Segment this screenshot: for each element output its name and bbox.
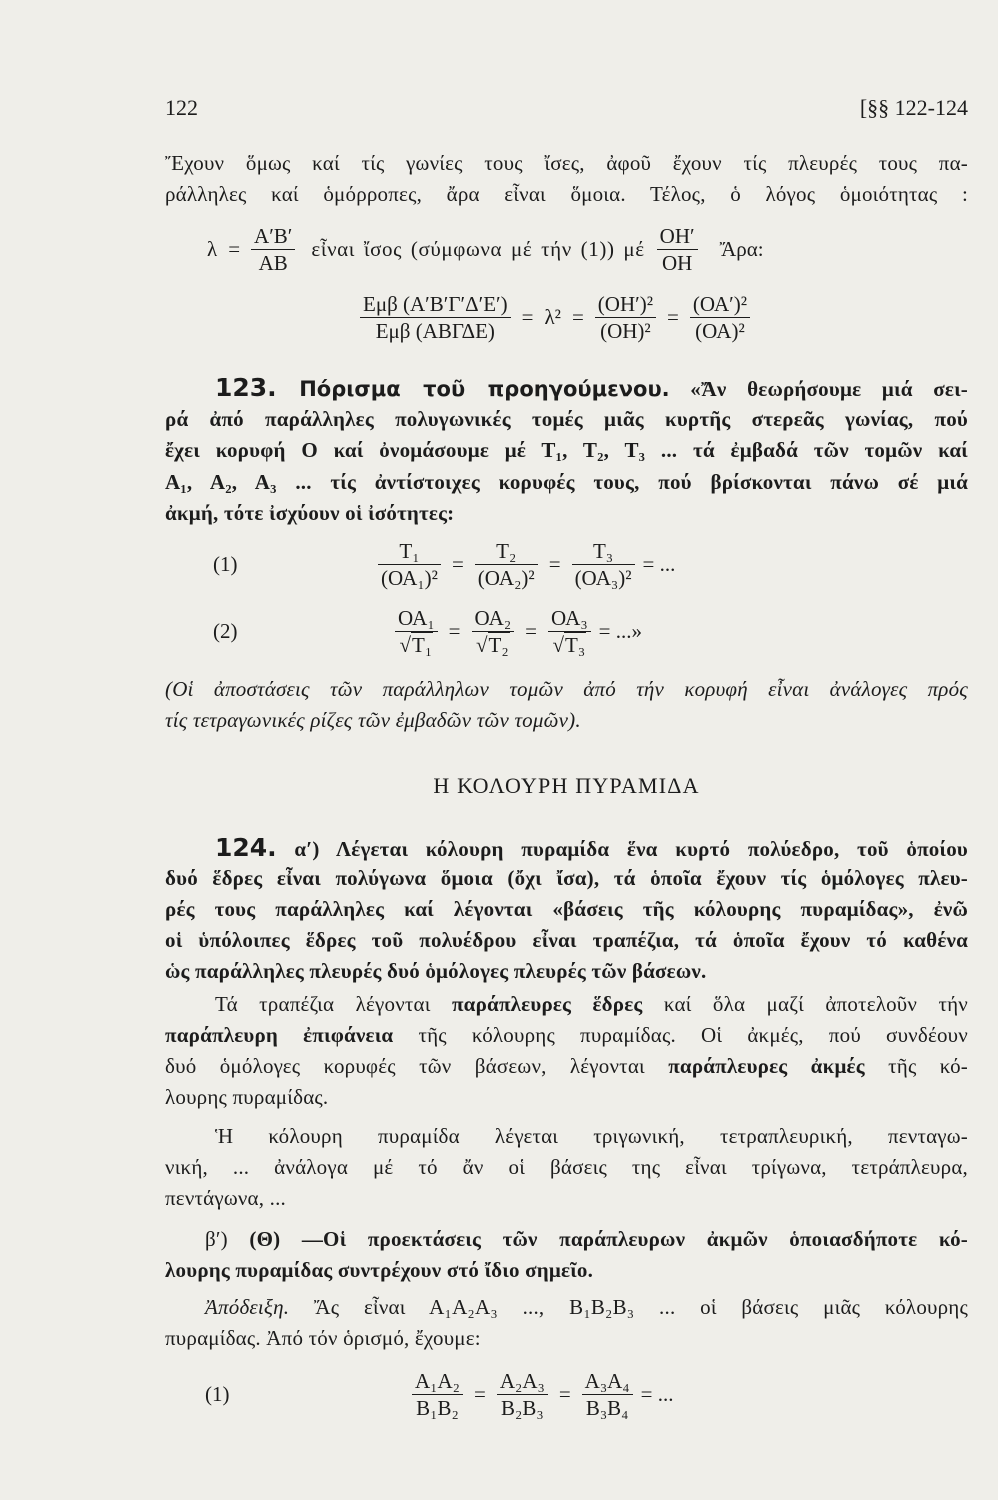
page-header bbox=[165, 93, 968, 123]
fraction-numerator: Εμβ (Α′Β′Γ′Δ′Ε′) bbox=[363, 292, 508, 316]
text-line: Ἡ κόλουρη πυραμίδα λέγεται τριγωνική, τετραπλευρική, πενταγω- bbox=[215, 1124, 968, 1148]
fraction-denominator: ΑΒ bbox=[251, 249, 295, 276]
text-segment: «Ἄν θεωρήσουμε μιά σει- bbox=[669, 377, 968, 401]
section-123-note bbox=[165, 674, 968, 736]
text-line: τίς τετραγωνικές ρίζες τῶν ἐμβαδῶν τῶν τομῶν). bbox=[165, 708, 581, 732]
equation-label: (1) bbox=[213, 552, 238, 576]
section-124-first-line bbox=[165, 832, 968, 863]
fraction bbox=[395, 605, 438, 658]
classification-paragraph bbox=[165, 1121, 968, 1214]
fraction bbox=[497, 1368, 548, 1421]
fraction bbox=[690, 291, 750, 344]
text-line: λουρης πυραμίδας συντρέχουν στό ἴδιο σημεῖο. bbox=[165, 1258, 594, 1282]
fraction-numerator: Α₂Α₃ bbox=[499, 1369, 545, 1393]
theorem-paragraph bbox=[165, 1224, 968, 1286]
text-line: πυραμίδας. Ἀπό τόν ὁρισμό, ἔχουμε: bbox=[165, 1326, 481, 1350]
radicand: Τ₂ bbox=[488, 633, 509, 657]
text-line: ράλληλες καί ὁμόρροπες, ἄρα εἶναι ὅμοια. Τέλος, ὁ λόγος ὁμοιότητας : bbox=[165, 182, 968, 206]
fraction-denominator: (ΟΑ₁)² bbox=[378, 564, 441, 591]
equals-sign: = bbox=[451, 552, 464, 576]
similarity-ratio-formula bbox=[207, 223, 764, 276]
fraction bbox=[582, 1368, 633, 1421]
section-number: 123. bbox=[215, 373, 277, 402]
fraction bbox=[412, 1368, 463, 1421]
fraction-denominator: ΟΗ bbox=[657, 249, 698, 276]
page-number: 122 bbox=[165, 95, 198, 120]
lateral-faces-paragraph bbox=[165, 989, 968, 1113]
equals-sign: = bbox=[525, 619, 537, 643]
fraction-numerator: Τ₁ bbox=[399, 539, 420, 563]
text-line bbox=[165, 1020, 968, 1051]
formula-conclusion: Ἄρα: bbox=[719, 237, 764, 261]
square-root-sign: √ bbox=[552, 633, 565, 657]
text-line bbox=[165, 1051, 968, 1082]
fraction-denominator: Β₁Β₂ bbox=[412, 1394, 463, 1421]
square-root-sign: √ bbox=[399, 633, 412, 657]
square-root-sign: √ bbox=[475, 633, 488, 657]
fraction-denominator bbox=[472, 631, 515, 658]
term-lateral-surface: παράπλευρη ἐπιφάνεια bbox=[165, 1023, 394, 1047]
fraction bbox=[251, 223, 295, 276]
fraction bbox=[657, 223, 698, 276]
chapter-heading: Η ΚΟΛΟΥΡΗ ΠΥΡΑΜΙΔΑ bbox=[433, 773, 700, 798]
fraction-numerator: ΟΑ₃ bbox=[551, 606, 588, 630]
text-line: οἱ ὑπόλοιπες ἕδρες τοῦ πολυέδρου εἶναι τραπέζια, τά ὁποῖα ἔχουν τό καθένα bbox=[165, 928, 968, 952]
fraction-denominator: Β₃Β₄ bbox=[582, 1394, 633, 1421]
fraction-denominator: (ΟΑ₂)² bbox=[475, 564, 538, 591]
text-line: λουρης πυραμίδας. bbox=[165, 1085, 329, 1109]
radicand: Τ₁ bbox=[412, 633, 433, 657]
proof-label: Ἀπόδειξη. bbox=[205, 1295, 290, 1319]
text-line: Ἔχουν ὅμως καί τίς γωνίες τους ἴσες, ἀφοῦ ἔχουν τίς πλευρές τους πα- bbox=[165, 151, 968, 175]
fraction-denominator: Β₂Β₃ bbox=[497, 1394, 548, 1421]
text-line bbox=[165, 1292, 968, 1323]
lambda-squared: λ² bbox=[544, 305, 561, 329]
text-line: (Οἱ ἀποστάσεις τῶν παράλληλων τομῶν ἀπό τήν κορυφή εἶναι ἀνάλογες πρός bbox=[165, 677, 968, 701]
text-line bbox=[165, 1224, 968, 1255]
text-segment: Τά τραπέζια λέγονται bbox=[215, 992, 452, 1016]
fraction-numerator: Τ₂ bbox=[496, 539, 517, 563]
section-number: 124. bbox=[215, 833, 277, 862]
fraction-denominator: (ΟΑ)² bbox=[690, 317, 750, 344]
equals-sign: = bbox=[571, 305, 584, 329]
equation-tail: = ...» bbox=[598, 619, 642, 643]
text-segment: Ἄς εἶναι Α₁Α₂Α₃ ..., Β₁Β₂Β₃ ... οἱ βάσεις μιᾶς κόλουρης bbox=[289, 1295, 968, 1319]
equation-tail: = ... bbox=[642, 552, 676, 576]
text-line: ρές τους παράλληλες καί λέγονται «βάσεις τῆς κόλουρης πυραμίδας», ἐνῶ bbox=[165, 897, 968, 921]
theorem-label: β′) bbox=[205, 1227, 250, 1251]
fraction-numerator: (ΟΑ′)² bbox=[692, 292, 748, 316]
section-range: [§§ 122-124 bbox=[859, 95, 968, 120]
section-123-first-line bbox=[165, 372, 968, 404]
text-line: ἀκμή, τότε ἰσχύουν οἱ ἰσότητες: bbox=[165, 501, 455, 525]
fraction-numerator: Τ₃ bbox=[592, 539, 614, 563]
equation-1 bbox=[213, 538, 675, 591]
equals-sign: = bbox=[448, 619, 461, 643]
intro-paragraph bbox=[165, 148, 968, 210]
fraction-numerator: ΟΑ₂ bbox=[474, 606, 512, 630]
equation-tail: = ... bbox=[640, 1382, 674, 1406]
text-line bbox=[165, 989, 968, 1020]
section-title: Πόρισμα τοῦ προηγούμενου. bbox=[276, 377, 670, 401]
equation-label: (1) bbox=[205, 1382, 230, 1406]
equals-sign: = bbox=[521, 305, 534, 329]
equation-label: (2) bbox=[213, 619, 238, 643]
fraction-denominator bbox=[395, 631, 438, 658]
text-line: ἔχει κορυφή Ο καί ὀνομάσουμε μέ Τ₁, Τ₂, Τ₃ ... τά ἐμβαδά τῶν τομῶν καί bbox=[165, 438, 968, 462]
proof-paragraph bbox=[165, 1292, 968, 1354]
fraction bbox=[472, 605, 515, 658]
text-segment: καί ὅλα μαζί ἀποτελοῦν τήν bbox=[642, 992, 968, 1016]
lambda-symbol: λ bbox=[207, 237, 218, 261]
fraction-denominator: (ΟΑ₃)² bbox=[572, 564, 635, 591]
proof-equation-1 bbox=[205, 1368, 673, 1421]
fraction-denominator: Εμβ (ΑΒΓΔΕ) bbox=[360, 317, 511, 344]
fraction-denominator: (ΟΗ)² bbox=[595, 317, 656, 344]
equals-sign: = bbox=[228, 237, 241, 261]
fraction-numerator: ΟΗ′ bbox=[659, 224, 695, 248]
text-segment: (Θ) —Οἱ προεκτάσεις τῶν παράπλευρων ἀκμῶν ὁποιασδήποτε κό- bbox=[249, 1227, 968, 1251]
text-segment: α′) Λέγεται κόλουρη πυραμίδα ἕνα κυρτό πολύεδρο, τοῦ ὁποίου bbox=[276, 837, 968, 861]
fraction bbox=[475, 538, 538, 591]
area-ratio-formula bbox=[360, 291, 750, 344]
equals-sign: = bbox=[548, 552, 561, 576]
text-line: Α₁, Α₂, Α₃ ... τίς ἀντίστοιχες κορυφές τους, πού βρίσκονται πάνω σέ μιά bbox=[165, 469, 968, 494]
text-line: δυό ἕδρες εἶναι πολύγωνα ὅμοια (ὄχι ἴσα), τά ὁποῖα ἔχουν τίς ὁμόλογες πλευ- bbox=[165, 866, 968, 890]
term-lateral-faces: παράπλευρες ἕδρες bbox=[451, 992, 643, 1016]
text-segment: τῆς κόλουρης πυραμίδας. Οἱ ἀκμές, πού συνδέουν bbox=[393, 1023, 968, 1047]
text-line: ὡς παράλληλες πλευρές δυό ὁμόλογες πλευρές τῶν βάσεων. bbox=[165, 959, 707, 983]
fraction-numerator: ΟΑ₁ bbox=[398, 606, 435, 630]
radicand: Τ₃ bbox=[565, 633, 586, 657]
fraction bbox=[595, 291, 656, 344]
equation-2 bbox=[213, 605, 642, 658]
section-124-definition bbox=[165, 832, 968, 987]
fraction bbox=[548, 605, 591, 658]
formula-text: εἶναι ἴσος (σύμφωνα μέ τήν (1)) μέ bbox=[311, 237, 645, 261]
fraction bbox=[378, 538, 441, 591]
fraction bbox=[360, 291, 511, 344]
text-line: νική, ... ἀνάλογα μέ τό ἄν οἱ βάσεις της εἶναι τρίγωνα, τετράπλευρα, bbox=[165, 1155, 968, 1179]
text-line: πεντάγωνα, ... bbox=[165, 1186, 287, 1210]
equals-sign: = bbox=[667, 305, 679, 329]
text-segment: τῆς κό- bbox=[864, 1054, 968, 1078]
fraction bbox=[572, 538, 635, 591]
fraction-numerator: Α₃Α₄ bbox=[584, 1369, 630, 1393]
equals-sign: = bbox=[558, 1382, 571, 1406]
text-segment: δυό ὁμόλογες κορυφές τῶν βάσεων, λέγονται bbox=[165, 1054, 669, 1078]
fraction-numerator: (ΟΗ′)² bbox=[597, 292, 654, 316]
fraction-numerator: Α′Β′ bbox=[254, 224, 293, 248]
fraction-denominator bbox=[548, 631, 591, 658]
text-line: ρά ἀπό παράλληλες πολυγωνικές τομές μιᾶς κυρτῆς στερεᾶς γωνίας, πού bbox=[165, 406, 968, 431]
term-lateral-edges: παράπλευρες ἀκμές bbox=[668, 1054, 865, 1078]
fraction-numerator: Α₁Α₂ bbox=[415, 1369, 460, 1393]
section-123-statement bbox=[165, 372, 968, 530]
equals-sign: = bbox=[473, 1382, 486, 1406]
